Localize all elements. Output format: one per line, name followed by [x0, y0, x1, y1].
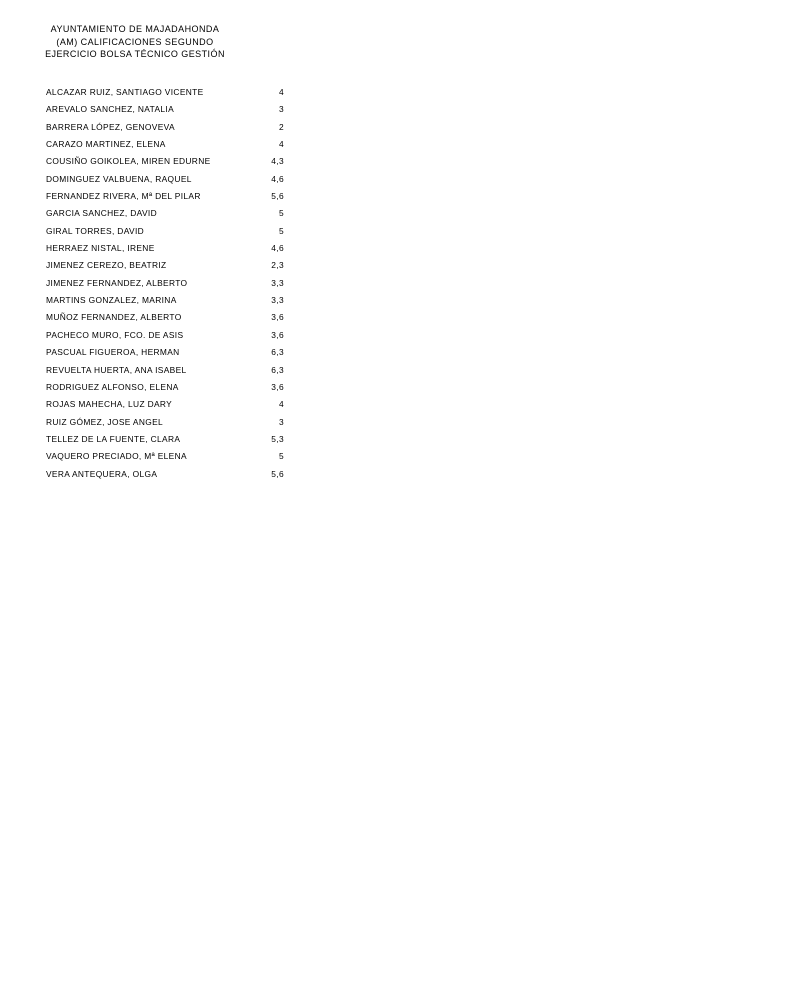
- results-list: [46, 86, 284, 485]
- result-row: [46, 103, 284, 120]
- candidate-name: MARTINS GONZALEZ, MARINA: [46, 295, 177, 306]
- candidate-name: VAQUERO PRECIADO, Mª ELENA: [46, 451, 187, 462]
- result-row: [46, 155, 284, 172]
- candidate-score: 2: [278, 121, 284, 132]
- candidate-score: 4: [278, 87, 284, 97]
- document-header: [40, 23, 230, 61]
- header-exam: EJERCICIO BOLSA TÉCNICO GESTIÓN: [45, 49, 225, 59]
- candidate-name: PASCUAL FIGUEROA, HERMAN: [46, 347, 180, 358]
- candidate-score: 3: [278, 104, 284, 115]
- candidate-name: CARAZO MARTINEZ, ELENA: [46, 139, 166, 150]
- header-organization: AYUNTAMIENTO DE MAJADAHONDA: [50, 24, 220, 34]
- result-row: [46, 416, 284, 433]
- result-row: [46, 468, 284, 485]
- candidate-score: 5: [278, 208, 284, 219]
- candidate-score: 3: [278, 416, 284, 427]
- result-row: [46, 190, 284, 207]
- candidate-score: 5,3: [271, 433, 284, 444]
- header-subtitle: (AM) CALIFICACIONES SEGUNDO: [56, 36, 214, 47]
- candidate-name: GIRAL TORRES, DAVID: [46, 225, 145, 236]
- result-row: [46, 138, 284, 155]
- result-row: [46, 450, 284, 467]
- result-row: [46, 433, 284, 450]
- candidate-score: 6,3: [271, 347, 284, 358]
- result-row: [46, 242, 284, 259]
- result-row: [46, 225, 284, 242]
- candidate-name: ROJAS MAHECHA, LUZ DARY: [46, 399, 173, 410]
- result-row: [46, 311, 284, 328]
- candidate-score: 5,6: [271, 468, 284, 479]
- result-row: [46, 381, 284, 398]
- result-row: [46, 398, 284, 415]
- candidate-name: BARRERA LÓPEZ, GENOVEVA: [46, 121, 175, 132]
- result-row: [46, 173, 284, 190]
- candidate-name: ALCAZAR RUIZ, SANTIAGO VICENTE: [46, 87, 204, 97]
- result-row: [46, 121, 284, 138]
- candidate-score: 4,6: [271, 243, 284, 254]
- candidate-name: JIMENEZ FERNANDEZ, ALBERTO: [46, 277, 188, 288]
- result-row: [46, 86, 284, 103]
- candidate-score: 6,3: [271, 364, 284, 375]
- result-row: [46, 207, 284, 224]
- result-row: [46, 277, 284, 294]
- candidate-name: RUIZ GÓMEZ, JOSE ANGEL: [46, 416, 164, 427]
- candidate-score: 3,3: [271, 295, 284, 306]
- candidate-name: JIMENEZ CEREZO, BEATRIZ: [46, 260, 167, 271]
- result-row: [46, 329, 284, 346]
- candidate-score: 3,3: [271, 277, 284, 288]
- candidate-name: MUÑOZ FERNANDEZ, ALBERTO: [46, 312, 182, 323]
- candidate-score: 4: [278, 399, 284, 410]
- candidate-score: 5: [278, 225, 284, 236]
- candidate-score: 5: [278, 451, 284, 462]
- candidate-score: 3,6: [271, 329, 284, 340]
- candidate-score: 4,3: [271, 156, 284, 167]
- result-row: [46, 259, 284, 276]
- candidate-name: REVUELTA HUERTA, ANA ISABEL: [46, 364, 187, 375]
- candidate-score: 4,6: [271, 173, 284, 184]
- candidate-score: 2,3: [271, 260, 284, 271]
- candidate-name: PACHECO MURO, FCO. DE ASIS: [46, 329, 184, 340]
- candidate-name: RODRIGUEZ ALFONSO, ELENA: [46, 381, 179, 392]
- candidate-score: 4: [278, 139, 284, 150]
- result-row: [46, 364, 284, 381]
- candidate-name: DOMINGUEZ VALBUENA, RAQUEL: [46, 173, 192, 184]
- candidate-score: 3,6: [271, 381, 284, 392]
- candidate-name: COUSIÑO GOIKOLEA, MIREN EDURNE: [46, 156, 211, 167]
- candidate-name: AREVALO SANCHEZ, NATALIA: [46, 104, 175, 115]
- candidate-name: GARCIA SANCHEZ, DAVID: [46, 208, 157, 219]
- result-row: [46, 294, 284, 311]
- candidate-name: VERA ANTEQUERA, OLGA: [46, 468, 158, 479]
- candidate-name: FERNANDEZ RIVERA, Mª DEL PILAR: [46, 191, 201, 202]
- candidate-score: 3,6: [271, 312, 284, 323]
- candidate-name: HERRAEZ NISTAL, IRENE: [46, 243, 155, 254]
- result-row: [46, 346, 284, 363]
- candidate-score: 5,6: [271, 191, 284, 202]
- candidate-name: TELLEZ DE LA FUENTE, CLARA: [46, 433, 181, 444]
